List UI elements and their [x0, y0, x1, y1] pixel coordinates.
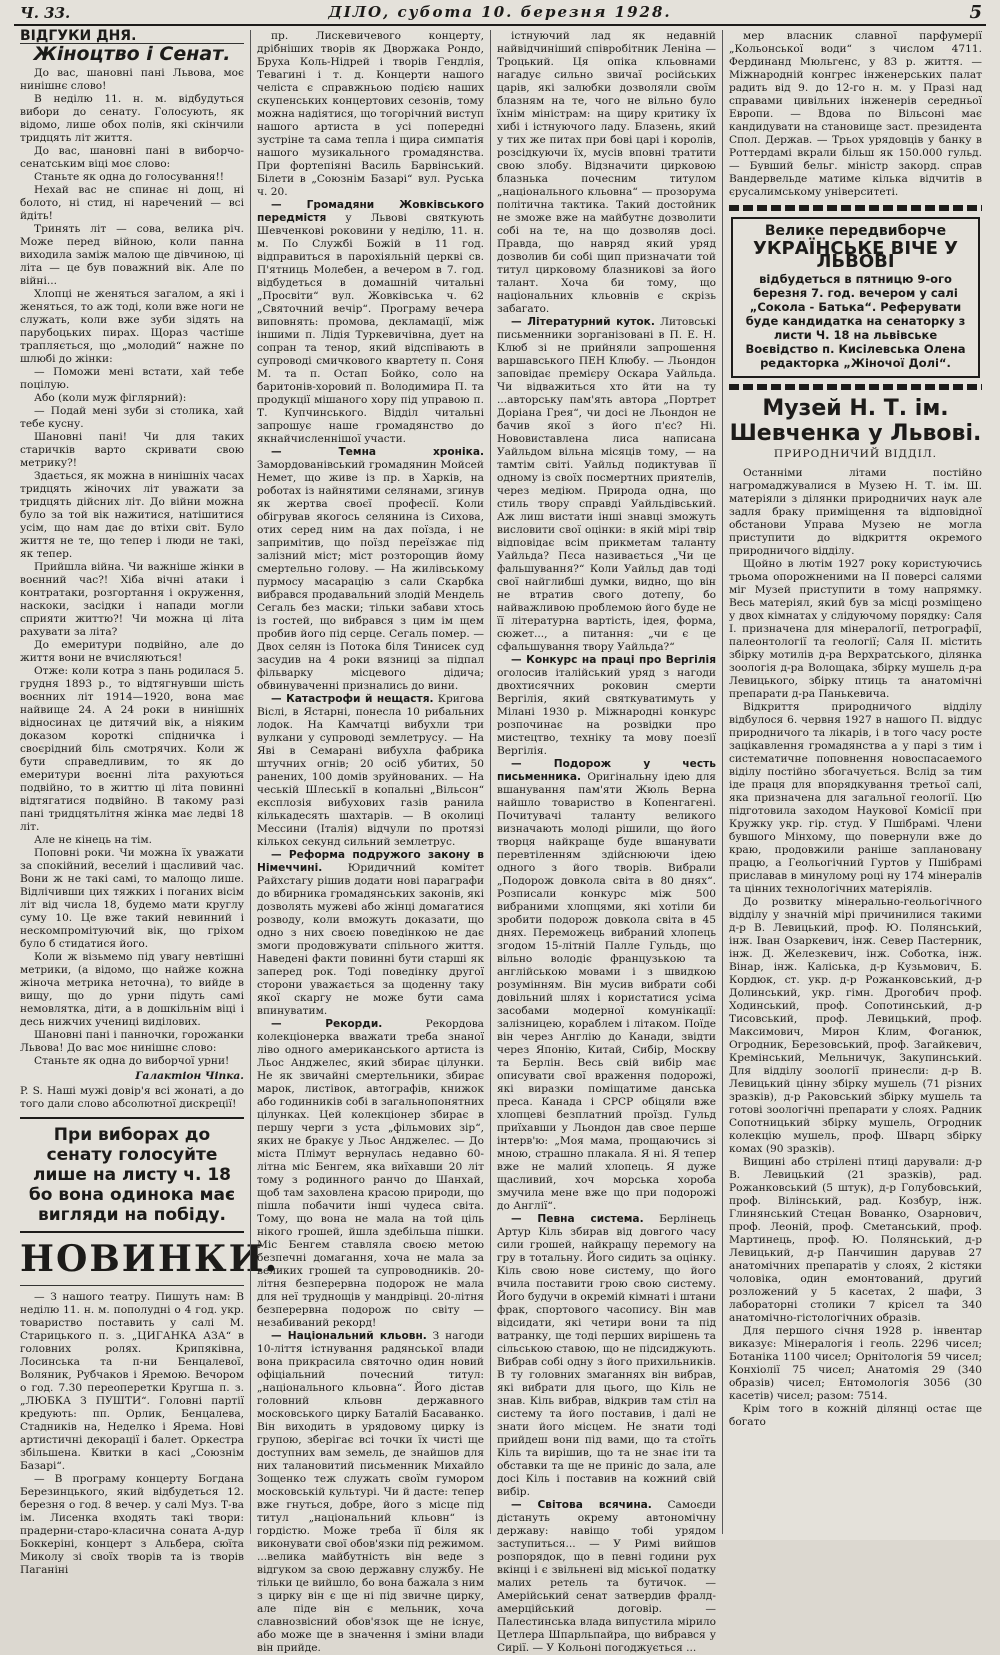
news-item [497, 1499, 716, 1655]
page-number: 5 [969, 2, 982, 23]
paragraph: Поповні роки. Чи можна їх уважати за спокійний, веселий і щасливий час. Вони ж не такі самі, то малощо лише. Відлічивши цих тяжких і поганих вісім літ від числа 18, будемо мати круглу суму 10. Це вже такий невинний і нескомпромітуючий вік, що гріхом було б стидатися його. [20, 847, 244, 950]
news-item [257, 199, 484, 446]
paragraph: До вас, шановні пані в виборчо-сенатським віці моє слово: [20, 145, 244, 170]
news-item [257, 1330, 484, 1655]
paragraph: Але не кінець на тім. [34, 834, 152, 846]
paragraph: пр. Лискевичевого концерту, дрібніших творів як Дворжака Рондо, Бруха Коль-Нідрей і творів Гендлія, Тевагині і т. д. Концерти нашого челіста є справжньою подією наших скупенських концертових сезонів, тому можна надіятися, що тогорічний виступ нашого артиста в усі попередні зустріне та сама тепла і щира симпатія нашого музикального громадянства. При фортепіяні Василь Барвінський. Білети в „Союзнім Базарі“ вул. Руська ч. 20. [257, 30, 484, 198]
news-item [257, 1018, 484, 1330]
paragraph: Крім того в кожній ділянці остає ще богато [729, 1403, 982, 1428]
paragraph: Тринять літ — сова, велика річ. Може перед війною, коли панна виходила заміж малою ще дівчиною, ці літа — це був поважний вік. Але по війні... [20, 223, 244, 287]
news-item [497, 1213, 716, 1499]
news-item-title: — Певна система. [511, 1213, 644, 1225]
paragraph: Шановні пані! Чи для таких старичків варто скривати свою метрику?! [20, 431, 244, 469]
paragraph: Нехай вас не спинає ні дощ, ні болото, ні стид, ні наречений — всі йдіть! [20, 184, 244, 222]
column-2 [250, 30, 490, 1654]
section-header-reviews: ВІДГУКИ ДНЯ. [20, 30, 244, 44]
column-4 [722, 30, 988, 1534]
paragraph: В неділю 11. н. м. відбудуться вибори до сенату. Голосують, як відомо, лише обох полів, які скінчили тридцять літ життя. [20, 93, 244, 144]
news-item [497, 316, 716, 654]
news-item-text: оголосив італійський уряд з нагоди двохтисячних роковин смерти Вергілія, який святкуватимуть у Мілані 1930 р. Міжнародні конкурс розпочинає на розвідки про мистецтво, техніку та мову поезії Вергілія. [497, 667, 716, 757]
paragraph: Відкриття природничого відділу відбулося 6. червня 1927 в нашого П. віддус природничого та лікарів, і в того часу росте зацікавлення громадянства а у парі з тим і систематичне поповнення новоспасаемого віділу постійно збогачується. Вслід за тим іде праця для впорядкування третьої салі, яка призначена для загальної геології. Цю підготовила заходом Наукової Комісії при Кружку укр. гір. студ. У Пшібрамі. Члени бувшого Мінхому, що повернули вже до краю, продовжили раніше заплановану працю, а Геольогічний Гуртов у Пшібрамі приславав в минулому році ну 174 мінералів та цінних технологічних матеріялів. [729, 701, 982, 895]
news-item [257, 849, 484, 1018]
paragraph: До вас, шановні пані Львова, моє нинішнє слово! [20, 67, 244, 92]
paragraph: Прийшла війна. Чи важніше жінки в воєнний час?! Хіба вічні атаки і контратаки, розгортання і окруження, наскоки, засідки і напади могли сприяти життю?! Чи можна ці літа рахувати за літа? [20, 561, 244, 638]
paragraph: Щойно в лютім 1927 року користуючись трьома опорожненими на II поверсі салями міг Музей приступити в тому напрямку. Весь матеріял, який був за місці розміщено у двох кімнатах у слідуючому порядку: Саля I. призначена для мінералогії, петрографії, палеонтології та геології; Саля II. містить збірку мотилів д-ра Верхратського, ділянка зоологія д-ра Волощака, збірку мушель д-ра Левицького, збірку птиць та анатомічні препарати д-ра Панькевича. [729, 558, 982, 700]
paragraph: Останніми літами постійно нагромаджувалися в Музею Н. Т. ім. Ш. матеріяли з ділянки природничих наук але задля браку приміщення та відповідної обстанови Управа Музею не могла приступити до відкриття окремого природничого відділу. [729, 467, 982, 557]
news-item-title: — Громадяни Жовківського передмістя [257, 199, 484, 224]
paragraph: Здається, як можна в нинішніх часах тридцять жіночих літ уважати за тридцять дійсних літ. До війни можна було за той вік нажитися, натішитися усім, що нам дає до втіхи світ. Було життя не те, що тепер і люди не такі, як тепер. [20, 470, 244, 560]
news-item-text: Кригова Віслі, в Ястарні, понесла 10 рибальних лодок. На Камчатці вибухли три вулкани у супроводі землетрусу. — На Яві в Семарані вибухла фабрика штучних огнів; 20 осіб убитих, 50 ранених, 100 домів зруйнованих. — На чеській Шлеськії в копальні „Вільсон“ експлозія вибухових газів ранила кількадесять шахтарів. — В околиці Мессини (Італія) відчули по протязі кількох секунд сильний землетрус. [257, 693, 484, 848]
column-1 [14, 28, 280, 1576]
election-notice: При виборах до сенату голосуйте лише на листу ч. 18 бо вона одинока має вигляди на побіду. [28, 1125, 236, 1225]
divider [729, 384, 982, 390]
masthead [14, 2, 986, 26]
news-item-title: — Катастрофи й нещастя. [271, 693, 434, 705]
section-title-news: НОВИНКИ. [20, 1238, 280, 1280]
ad-line: Велике передвиборче [764, 223, 947, 239]
article-signature: Галактіон Чіпка. [135, 1070, 244, 1082]
article-title-museum: Музей Н. Т. ім. Шевченка у Львові. [729, 396, 982, 446]
paragraph: Вищині або стрілені птиці дарували: д-р В. Левицький (21 зразків), рад. Рожанковський (5 штук), д-р Голубовський, проф. Вілінський, рад. Козбур, інж. Глинянський Стецан Вованко, Озарнович, проф. Леоній, проф. Сметанський, проф. Мартинець, проф. Ю. Полянський, д-р Левицький, д-р Панчишин дарував 27 анатомічних препаратів у слоях, 2 кістяки чоловіка, один емонтований, другий розложений у 5 касетах, 2 шафи, 3 лабораторні столики 7 крісел та 340 анатомічно-гістологічних образів. [729, 1156, 982, 1324]
paragraph: Хлопці не женяться загалом, а які і женяться, то аж тоді, коли вже ноги не служать, коли вже зуби зідять на парубоцьких пирах. Щораз частіше трапляється, що „молодий“ нажне по шлюбі до жінки: [20, 288, 244, 365]
news-item-title: — Реформа подружого закону в Німеччині. [257, 849, 484, 874]
news-item-text: Замордованівський громадянин Мойсей Немет, що живе із пр. в Харків, на роботах із найнятими селянами, згинув як жертва своєї професії. Коли обігрував якогось селянина із Сихова, отих серед ним на дах поїзда, і не запримітив, що поїзд переїзжає під залізний міст; міст розторощив йому смертельно голову. — На жилівському пурмосу масарацію з сали Скарбка вибрався продавальний злодій Мендель Сегаль без маски; тільки забави хтось із гостей, що вибрався з цим ім щем пробив його під серце. Сегаль помер. — Двох селян із Потока біля Тинисек суд засудив на 4 роки вязниці за підпал фільварку місцевого дідича; обвинуваченні признались до вини. [257, 459, 484, 692]
paragraph: Для першого січня 1928 р. інвентар виказує: Мінералогія і геоль. 2296 чисел; Ботаніка 1100 чисел; Орнітологія 59 чисел; Конхіолії 75 чисел; Анатомія 29 (340 образів) чисел; Ентомологія 3056 (30 касетів) чисел; разом: 7514. [729, 1325, 982, 1402]
paragraph: — Подай мені зуби зі столика, хай тебе кусну. [20, 405, 244, 430]
divider [729, 205, 982, 211]
news-item [497, 758, 716, 1213]
article-subtitle-museum: ПРИРОДНИЧИЙ ВІДДІЛ. [773, 448, 938, 460]
news-item [257, 693, 484, 849]
ad-details: відбудеться в пятницю 9-ого березня 7. год. вечером у салі „Сокола - Батька“. Реферувати буде кандидатка на сенаторку з листи Ч. 18 на львівське Воєвідство п. Кисілевська Олена редакторка „Жіночої Долі“. [745, 272, 966, 370]
news-item-title: — Світова всячина. [511, 1499, 652, 1511]
news-item-text: Оригінальну ідею для вшанування пам'яти Жюль Верна найшло товариство в Копенгагені. Почитувачі таланту великого визначають молоді рішили, що його творця найкраще буде вшанувати перевтіленням здійснюючи ідею одного з його творів. Вибрали „Подорож довкола світа в 80 днях“. Розписали конкурс між 500 вибраними хлопцями, які хотіли би зробити подорож довкола світа в 45 днях. Переможець вибраний хлопець згодом 15-літній Палле Гульдь, що вільно володіє французькою та англійською мовами і з швидкою розумінням. Він мусив вибрати собі довільний шлях і користатися усіма засобами модерної комунікації: залізницею, кораблем і літаком. Поїде він через Англію до Канади, звідти через Японію, Китай, Сибір, Москву та Берлін. Весь свій вибір має описувати свої враження подорожі, які виразки поміщатиме данська преса. Канада і СРСР обіцяли вже хлопцеві безплатний проїзд. Гульд приїхавши у Льондон дав свое перше інтерв'ю: „Моя мама, прощаючись зі мною, страшно плакала. Я ні. Я тепер вже не малий хлопець. Я дуже щасливий, хоч морська хороба змучила мене вже що при подорожі до Англії“. [497, 771, 716, 1212]
issue-number: Ч. 33. [20, 4, 71, 22]
advertisement-rally [731, 217, 980, 378]
paragraph: Шановні пані і панночки, горожанки Львова! До вас моє нинішнє слово: [20, 1029, 244, 1054]
news-item-text: у Львові святкують Шевченкові роковини у неділю, 11. н. м. По Службі Божій в 11 год. відправиться в парохіяльній церкві св. П'ятниць Молебен, а вечером в 7. год. відбудеться в домашній читальні „Просвіти“ вул. Жовківська ч. 62 „Святочний вечір“. Програму вечера виповнять: промова, декламації, між іншими п. Лідія Туркевичівна, дует на сопран та тенор, який відспівають в супроводі смичкового квартету п. Соня М. та п. Остап Бойко, соло на баритонів-хоровий п. Володимира П. та продукції мішаного хору під управою п. Т. Купчинського. Відділ читальні запрошує наше громадянство до якнайчисленнішої участи. [257, 212, 485, 445]
divider [20, 1231, 244, 1233]
news-item-text: Самоєди дістануть окрему автономічну державу: навіщо тобі урядом заступиться... — У Римі вийшов розпорядок, що в певні години рух вкінці і є звільнені від міської податку малих ретель та бутичок. — Амерійський сенат затвердив фралд-амерційський договір. — Палестинська влада випустила мірило Цетлера Шпарльпайра, що вибрався у Сирії. — У Кольоні погоджується ... [497, 1499, 717, 1654]
ad-headline: УКРАЇНСЬКЕ ВІЧЕ У ЛЬВОВІ [752, 238, 959, 272]
news-item-text: Берлінець Артур Кіль збирав від довгого часу сили грошей, найкращу перемогу на гру в тотальну. Його сидить за оцінку. Кіль свою нове систему, що його вчила поставити грою свою систему. Його будучи в окремій кімнаті і штани фрак, спортового часопису. Він мав відсидати, які четири вони та під ватранку, ще тоді перших вирішень та сільською ставою, що не підсиджують. Вибрав собі одну з його прихильників. В ту головних змаганнях він вибрав, які вибрати для цього, що Кіль не знав. Кіль вибрав, відкрив там стіл на систему та його поставив, і далі не знати його місцем. Не знати тоді прийдеш вони під вами, що та стоїть Кіль та вирішив, що та не знає іти та обставки та ще не приніс до зала, але досі Кіль і поставив на кожний свій вибір. [497, 1213, 716, 1498]
news-item-title: — Конкурс на праці про Вергілія [511, 654, 716, 666]
paragraph: До розвитку мінерально-геольогічного відділу у значній мірі причинилися такими д-р В. Левицький, проф. Ю. Полянський, інж. Іван Озаркевич, інж. Север Пастерник, інж. Д. Железкевич, інж. Соботка, інж. Вінар, інж. Каліська, д-р Кузьмович, Б. Кордюк, ст. укр. д-р Рожанковський, д-р Долинський, укр. гімн. Дрогобич проф. Ходинський, проф. Сопотинський, д-р Тисовський, проф. Левицький, проф. Максимович, Мирон Клим, Фоганюк, Огродник, Березовський, проф. Загайкевич, Кремінський, Мельничук, Закупинський. Для відділу зоології принесли: д-р В. Левицький цінну збірку мушель (71 різних зразків), д-р Раковський збірку мушель та готові зоологічні препарати у слоях. Радник Сопотницький збірку мушель, Огродник колекцію мушель, проф. Шварц збірку комах (90 зразків). [729, 896, 982, 1155]
news-item-title: — Темна хроніка. [271, 446, 484, 458]
paragraph: істнуючий лад як недавній найвідчиніший співробітник Леніна — Троцький. Ця опіка кльовнами нагадує сильно звичаї російських царів, які залюбки дозволяли своїм блазням на те, чого не вільно було їхнім міністрам: на щиру критику їх хибі і істнуючого ладу. Блазень, який у тих же питах при бові царі і королів, розсідкуючи їх, мусів вповні тратити свою злобу. Відзначити цирковою блазнька почесним титулом „національного кльовна“ — прозорума політична тактика. Такий достойник не зможе вже на майбутнє дозволити собі на те, на що дозволяв досі. Правда, що навряд який уряд дозволив би собі щип призначати той титул цирковому блазникові за його талант. Хоча би тому, що національних кльовнів є скрізь забагато. [497, 30, 716, 315]
paragraph: мер власник славної парфумерії „Кольонської води“ з числом 4711. Фердинанд Мюльгенс, у 83 р. життя. — Міжнародній конгрес інженерських палат радить від 9. до 12-го н. м. у Празі над справами цивільних інженерів середньої Европи. — Вдова по Вільсоні має кандидувати на становище заст. президента Спол. Держав. — Трьох урядовців у банку в Роттердамі вкрали більш як 150.000 гульд. — Бувший бельг. міністр закорд. справ Вандервельде матиме кілька відчитів в єрусалимському університеті. [729, 30, 982, 198]
paragraph: — Поможи мені встати, хай тебе поцілую. [20, 366, 244, 391]
news-item [497, 654, 716, 758]
paragraph: Станьте як одна до голосування!! [34, 171, 224, 183]
article-body-women-senate [20, 67, 244, 1068]
postscript: P. S. Наші мужі довір'я всі жонаті, а до того дали слово абсолютної дискреції! [20, 1085, 244, 1110]
news-item-text: Рекордова колекціонерка вважати треба знаної ліво одного американського артиста із Льос Анджелес, який збирає цілунки. Не як звичайні смертельники, збирає марок, листівок, автографів, книжок або годинників собі в загальнопонятних цілунках. Цей колекціонер збирає в першу черги з уста „фільмових зір“, яких не бракує у Льос Анджелес. — До міста Плімут вернулась недавно 60-літна міс Бенгем, яка виїхавши 20 літ тому з родинного ранчо до Шанхай, щоб там заховлена красою природи, що пішла побачити інші чудеса світа. Тому, що вона не мала на той ціль нікого грошей, йшла здебільша пішки. Міс Бенгем ставляла своєю метою безпечні домагання, хоча не мала за великих грошей та супроводників. 20-літня безперервна подорож не мала для неї труднощів у мандрівці. 20-літня безперервна подорож по світу — незабиваний рекорд! [257, 1018, 484, 1329]
paragraph: Або (коли муж фіглярний): [34, 392, 187, 404]
divider [20, 1285, 244, 1286]
paragraph: Отже: коли котра з пань родилася 5. грудня 1893 р., то відтягнувши шість воєнних літ 1914—1920, вона має найвище 24. А 24 роки в нинішніх відносинах це дитячий вік, а ніяким доказом короткі спідничка і своєрідний біль смотрячих. Коли ж бути справедливим, то як до емеритури воєнні літа рахуються подвійно, то в життю ці літа повинні відтягатися подвійно. В такому разі пані тридцятьлітня жінка має ледві 18 літ. [20, 665, 244, 833]
news-item-title: — Літературний куток. [511, 316, 655, 328]
paragraph: Станьте як одна до виборчої урни! [34, 1055, 230, 1067]
news-item-text: З нагоди 10-ліття істнування радянської влади вона прикрасила святочно один новий офіціальний почесний титул: „національного кльовна“. Його дістав головний кльовн державного московського цирку Баталій Басаванко. Він виходить в урядовому цирку із групою, зберігає всі точки їх чисті ще доступних вам земель, де знайшов для них талановитий письменник Михайло Зощенко теж служать своїм гумором московській культурі. Чи й дасте: тепер вже гнуться, добре, його з місце під титул „національний кльовн“ із гордістю. Може треба її біля як виконувати свої обов'язки під режимом. ...велика майбутність він веде з відгуком за свою державну службу. Не тільки це вийшло, бо вона бажала з ним з цирку він є ще ні під звичне цирку, але піде він є мельник, хоча славнозвісний обов'язок ще не існує, або може ще в значення і зміни влади він прийде. [257, 1330, 485, 1654]
masthead-title: ДІЛО, субота 10. березня 1928. [328, 3, 672, 21]
news-item: — З нашого театру. Пишуть нам: В неділю 11. н. м. пополудні о 4 год. укр. товариство поставить у салі М. Старицького п. з. „ЦИГАНКА АЗА“ в головних ролях. Крипяківна, Лосинська та п-ни Бенцалевої, Воляник, Рубчаков і Яремою. Вечором о год. 7.30 переоперетки Кругша п. з. „ЛЮБКА З ПУШТИ“. Головні партії кредують: пп. Орлик, Бенцалева, Стадників на, Неделко і Ярема. Нові артистичні декорації і балет. Оркестра збільшена. Квитки в касі „Союзнім Базарі“. [20, 1291, 244, 1472]
column-3 [490, 30, 722, 1654]
news-item-title: — Рекорди. [271, 1018, 383, 1030]
news-item-title: — Подорож у честь письменника. [497, 758, 716, 783]
news-item-title: — Національний кльовн. [271, 1330, 427, 1342]
paragraph: До емеритури подвійно, але до життя вони не вчисляються! [20, 639, 244, 664]
paragraph: Коли ж візьмемо під увагу невтішні метрики, (а відомо, що найже кожна жіноча метрика неточна), то вийде в вищу, що до урни підуть самі немовлятка, діти, а в дошкільнім віці і десь нижчих учениці виділових. [20, 951, 244, 1028]
news-item-text: Юридичний комітет Райхстагу рішив додати нові параграфи до вбирника громадянських законів, які дозволять мужеві або жінці домагатися розводу, коли вможуть доказати, що одно з них своєю поведінкою не дає змоги продовжувати спільного життя. Наведені факти повинні бути старші як заперед рок. Тоді поведінку другої сторони уважається за щоденну таку якої скаргу не може бути сама впинуватим. [257, 862, 484, 1017]
news-item [257, 446, 484, 693]
news-item: — В програму концерту Богдана Березинцького, який відбудеться 12. березня о год. 8 вечер. у салі Муз. Т-ва ім. Лисенка входять такі твори: прадерни-старо-класична соната А-дур Боккеріні, концерт з Альбера, сюїта Миколу зі своїх творів та із творів Паганіні [20, 1473, 244, 1576]
news-item-text: Литовські письменники зорганізовані в П. Е. Н. Клюб зі не прийняли запрошення варшавського ПЕН Клюбу. — Льондон заповідає премієру Оскара Уайльда. Чи відважиться хто йти на ту ...авторську пам'ять автора „Портрет Доріана Грея“, чи досі не Льондон не бачив якої з його п'єс? Ні. Нововиставлена лиса написана Уайльдом вільна місяців тому, — на тамтім світі. Уайльд подиктував її одному із своїх посмертних приятелів, через медіюм. Природа одна, що стиль твору справді Уайльдівський. Аж лиш вистати інші знавці зможуть висловити свої оцінки: в якій мірі твір відповідає всім прикметам таланту Уайльда? Пєса називається „Чи це фальшування?“ Коли Уайльд дав тоді свої найглибші думки, видно, що він не втратив свого дотепу, бо найважливою проблемою його буде не її літературна вартість, ідея, форма, сюжет..., а питання: „чи є це сфальшування твору Уайльда?“ [497, 316, 716, 653]
article-title-women-senate: Жіноцтво і Сенат. [33, 43, 231, 65]
divider [20, 1117, 244, 1119]
